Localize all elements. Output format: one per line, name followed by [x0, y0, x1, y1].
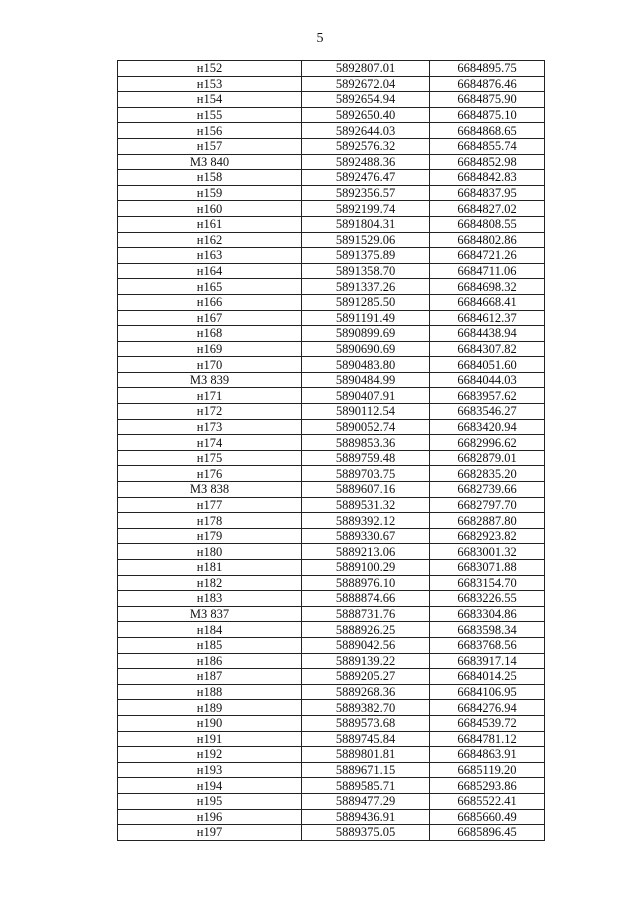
table-row: [118, 170, 545, 186]
x-coordinate-cell: 5889436.91: [302, 809, 430, 825]
x-coordinate-cell: 5889801.81: [302, 747, 430, 763]
point-id-cell: МЗ 839: [118, 372, 302, 388]
x-coordinate-cell: 5892476.47: [302, 170, 430, 186]
table-row: [118, 762, 545, 778]
y-coordinate-cell: 6684711.06: [430, 263, 545, 279]
x-coordinate-cell: 5891285.50: [302, 294, 430, 310]
point-id-cell: н190: [118, 715, 302, 731]
y-coordinate-cell: 6684781.12: [430, 731, 545, 747]
x-coordinate-cell: 5889139.22: [302, 653, 430, 669]
y-coordinate-cell: 6684895.75: [430, 61, 545, 77]
point-id-cell: н186: [118, 653, 302, 669]
point-id-cell: н162: [118, 232, 302, 248]
table-row: [118, 404, 545, 420]
y-coordinate-cell: 6684014.25: [430, 669, 545, 685]
y-coordinate-cell: 6684802.86: [430, 232, 545, 248]
table-row: [118, 513, 545, 529]
x-coordinate-cell: 5890690.69: [302, 341, 430, 357]
point-id-cell: н180: [118, 544, 302, 560]
table-row: [118, 107, 545, 123]
table-row: [118, 61, 545, 77]
point-id-cell: н164: [118, 263, 302, 279]
point-id-cell: н184: [118, 622, 302, 638]
x-coordinate-cell: 5890407.91: [302, 388, 430, 404]
point-id-cell: н154: [118, 92, 302, 108]
x-coordinate-cell: 5891375.89: [302, 248, 430, 264]
y-coordinate-cell: 6684876.46: [430, 76, 545, 92]
y-coordinate-cell: 6684827.02: [430, 201, 545, 217]
y-coordinate-cell: 6684868.65: [430, 123, 545, 139]
y-coordinate-cell: 6685119.20: [430, 762, 545, 778]
y-coordinate-cell: 6683304.86: [430, 606, 545, 622]
table-row: [118, 793, 545, 809]
table-row: [118, 388, 545, 404]
point-id-cell: н168: [118, 326, 302, 342]
point-id-cell: н195: [118, 793, 302, 809]
x-coordinate-cell: 5888976.10: [302, 575, 430, 591]
x-coordinate-cell: 5891804.31: [302, 216, 430, 232]
point-id-cell: н169: [118, 341, 302, 357]
x-coordinate-cell: 5889607.16: [302, 482, 430, 498]
table-row: [118, 294, 545, 310]
y-coordinate-cell: 6683071.88: [430, 560, 545, 576]
table-row: [118, 653, 545, 669]
coordinates-table: [117, 60, 545, 841]
table-row: [118, 622, 545, 638]
table-row: [118, 357, 545, 373]
y-coordinate-cell: 6683546.27: [430, 404, 545, 420]
x-coordinate-cell: 5889268.36: [302, 684, 430, 700]
table-row: [118, 560, 545, 576]
x-coordinate-cell: 5890899.69: [302, 326, 430, 342]
table-row: [118, 731, 545, 747]
y-coordinate-cell: 6683420.94: [430, 419, 545, 435]
table-row: [118, 201, 545, 217]
table-row: [118, 450, 545, 466]
table-row: [118, 138, 545, 154]
y-coordinate-cell: 6683768.56: [430, 637, 545, 653]
x-coordinate-cell: 5892654.94: [302, 92, 430, 108]
y-coordinate-cell: 6684875.90: [430, 92, 545, 108]
y-coordinate-cell: 6682797.70: [430, 497, 545, 513]
x-coordinate-cell: 5889392.12: [302, 513, 430, 529]
y-coordinate-cell: 6684698.32: [430, 279, 545, 295]
point-id-cell: н161: [118, 216, 302, 232]
x-coordinate-cell: 5891191.49: [302, 310, 430, 326]
point-id-cell: н179: [118, 528, 302, 544]
y-coordinate-cell: 6683957.62: [430, 388, 545, 404]
table-row: [118, 435, 545, 451]
x-coordinate-cell: 5889759.48: [302, 450, 430, 466]
table-row: [118, 684, 545, 700]
table-row: [118, 606, 545, 622]
x-coordinate-cell: 5890483.80: [302, 357, 430, 373]
y-coordinate-cell: 6683598.34: [430, 622, 545, 638]
x-coordinate-cell: 5889213.06: [302, 544, 430, 560]
y-coordinate-cell: 6684106.95: [430, 684, 545, 700]
coordinates-table-body: [118, 61, 545, 841]
y-coordinate-cell: 6684276.94: [430, 700, 545, 716]
table-row: [118, 248, 545, 264]
point-id-cell: н157: [118, 138, 302, 154]
point-id-cell: н165: [118, 279, 302, 295]
point-id-cell: н171: [118, 388, 302, 404]
table-row: [118, 809, 545, 825]
point-id-cell: н183: [118, 591, 302, 607]
table-row: [118, 341, 545, 357]
y-coordinate-cell: 6685660.49: [430, 809, 545, 825]
table-row: [118, 778, 545, 794]
table-row: [118, 482, 545, 498]
point-id-cell: н173: [118, 419, 302, 435]
point-id-cell: н153: [118, 76, 302, 92]
table-row: [118, 497, 545, 513]
point-id-cell: н182: [118, 575, 302, 591]
y-coordinate-cell: 6685293.86: [430, 778, 545, 794]
table-row: [118, 310, 545, 326]
table-row: [118, 544, 545, 560]
point-id-cell: н160: [118, 201, 302, 217]
point-id-cell: н187: [118, 669, 302, 685]
y-coordinate-cell: 6684852.98: [430, 154, 545, 170]
point-id-cell: МЗ 838: [118, 482, 302, 498]
point-id-cell: н166: [118, 294, 302, 310]
table-row: [118, 715, 545, 731]
y-coordinate-cell: 6683226.55: [430, 591, 545, 607]
point-id-cell: н155: [118, 107, 302, 123]
x-coordinate-cell: 5892650.40: [302, 107, 430, 123]
point-id-cell: н197: [118, 825, 302, 841]
table-row: [118, 747, 545, 763]
point-id-cell: н159: [118, 185, 302, 201]
point-id-cell: МЗ 840: [118, 154, 302, 170]
x-coordinate-cell: 5892576.32: [302, 138, 430, 154]
x-coordinate-cell: 5889585.71: [302, 778, 430, 794]
y-coordinate-cell: 6684808.55: [430, 216, 545, 232]
y-coordinate-cell: 6682996.62: [430, 435, 545, 451]
table-row: [118, 466, 545, 482]
x-coordinate-cell: 5889573.68: [302, 715, 430, 731]
table-row: [118, 123, 545, 139]
table-row: [118, 528, 545, 544]
table-row: [118, 92, 545, 108]
table-row: [118, 76, 545, 92]
y-coordinate-cell: 6683154.70: [430, 575, 545, 591]
y-coordinate-cell: 6684721.26: [430, 248, 545, 264]
x-coordinate-cell: 5889853.36: [302, 435, 430, 451]
y-coordinate-cell: 6682923.82: [430, 528, 545, 544]
x-coordinate-cell: 5889205.27: [302, 669, 430, 685]
x-coordinate-cell: 5891358.70: [302, 263, 430, 279]
table-row: [118, 372, 545, 388]
point-id-cell: н163: [118, 248, 302, 264]
y-coordinate-cell: 6684837.95: [430, 185, 545, 201]
point-id-cell: н185: [118, 637, 302, 653]
table-row: [118, 154, 545, 170]
point-id-cell: н156: [118, 123, 302, 139]
point-id-cell: н188: [118, 684, 302, 700]
x-coordinate-cell: 5889382.70: [302, 700, 430, 716]
x-coordinate-cell: 5890052.74: [302, 419, 430, 435]
y-coordinate-cell: 6683917.14: [430, 653, 545, 669]
point-id-cell: н192: [118, 747, 302, 763]
y-coordinate-cell: 6684438.94: [430, 326, 545, 342]
x-coordinate-cell: 5892672.04: [302, 76, 430, 92]
table-row: [118, 326, 545, 342]
point-id-cell: н174: [118, 435, 302, 451]
x-coordinate-cell: 5891529.06: [302, 232, 430, 248]
point-id-cell: н196: [118, 809, 302, 825]
point-id-cell: н172: [118, 404, 302, 420]
y-coordinate-cell: 6685896.45: [430, 825, 545, 841]
y-coordinate-cell: 6684668.41: [430, 294, 545, 310]
y-coordinate-cell: 6684612.37: [430, 310, 545, 326]
x-coordinate-cell: 5890484.99: [302, 372, 430, 388]
point-id-cell: н181: [118, 560, 302, 576]
y-coordinate-cell: 6684875.10: [430, 107, 545, 123]
y-coordinate-cell: 6684863.91: [430, 747, 545, 763]
x-coordinate-cell: 5889330.67: [302, 528, 430, 544]
x-coordinate-cell: 5889745.84: [302, 731, 430, 747]
x-coordinate-cell: 5889375.05: [302, 825, 430, 841]
y-coordinate-cell: 6684855.74: [430, 138, 545, 154]
point-id-cell: н189: [118, 700, 302, 716]
x-coordinate-cell: 5889100.29: [302, 560, 430, 576]
table-row: [118, 637, 545, 653]
y-coordinate-cell: 6684539.72: [430, 715, 545, 731]
x-coordinate-cell: 5889477.29: [302, 793, 430, 809]
x-coordinate-cell: 5888926.25: [302, 622, 430, 638]
table-row: [118, 185, 545, 201]
x-coordinate-cell: 5892644.03: [302, 123, 430, 139]
y-coordinate-cell: 6682887.80: [430, 513, 545, 529]
x-coordinate-cell: 5889671.15: [302, 762, 430, 778]
table-row: [118, 419, 545, 435]
table-row: [118, 232, 545, 248]
point-id-cell: н170: [118, 357, 302, 373]
y-coordinate-cell: 6684051.60: [430, 357, 545, 373]
point-id-cell: н167: [118, 310, 302, 326]
x-coordinate-cell: 5892807.01: [302, 61, 430, 77]
point-id-cell: н193: [118, 762, 302, 778]
x-coordinate-cell: 5892488.36: [302, 154, 430, 170]
point-id-cell: н152: [118, 61, 302, 77]
y-coordinate-cell: 6684307.82: [430, 341, 545, 357]
x-coordinate-cell: 5890112.54: [302, 404, 430, 420]
y-coordinate-cell: 6685522.41: [430, 793, 545, 809]
y-coordinate-cell: 6682835.20: [430, 466, 545, 482]
y-coordinate-cell: 6684842.83: [430, 170, 545, 186]
x-coordinate-cell: 5889531.32: [302, 497, 430, 513]
x-coordinate-cell: 5891337.26: [302, 279, 430, 295]
y-coordinate-cell: 6684044.03: [430, 372, 545, 388]
x-coordinate-cell: 5889703.75: [302, 466, 430, 482]
point-id-cell: МЗ 837: [118, 606, 302, 622]
x-coordinate-cell: 5888731.76: [302, 606, 430, 622]
table-row: [118, 279, 545, 295]
table-row: [118, 700, 545, 716]
x-coordinate-cell: 5889042.56: [302, 637, 430, 653]
table-row: [118, 825, 545, 841]
x-coordinate-cell: 5888874.66: [302, 591, 430, 607]
point-id-cell: н176: [118, 466, 302, 482]
y-coordinate-cell: 6683001.32: [430, 544, 545, 560]
point-id-cell: н191: [118, 731, 302, 747]
y-coordinate-cell: 6682879.01: [430, 450, 545, 466]
point-id-cell: н158: [118, 170, 302, 186]
table-row: [118, 669, 545, 685]
y-coordinate-cell: 6682739.66: [430, 482, 545, 498]
point-id-cell: н178: [118, 513, 302, 529]
table-row: [118, 575, 545, 591]
table-row: [118, 591, 545, 607]
x-coordinate-cell: 5892199.74: [302, 201, 430, 217]
page-number: 5: [316, 31, 324, 46]
point-id-cell: н194: [118, 778, 302, 794]
table-row: [118, 216, 545, 232]
x-coordinate-cell: 5892356.57: [302, 185, 430, 201]
table-row: [118, 263, 545, 279]
point-id-cell: н177: [118, 497, 302, 513]
point-id-cell: н175: [118, 450, 302, 466]
